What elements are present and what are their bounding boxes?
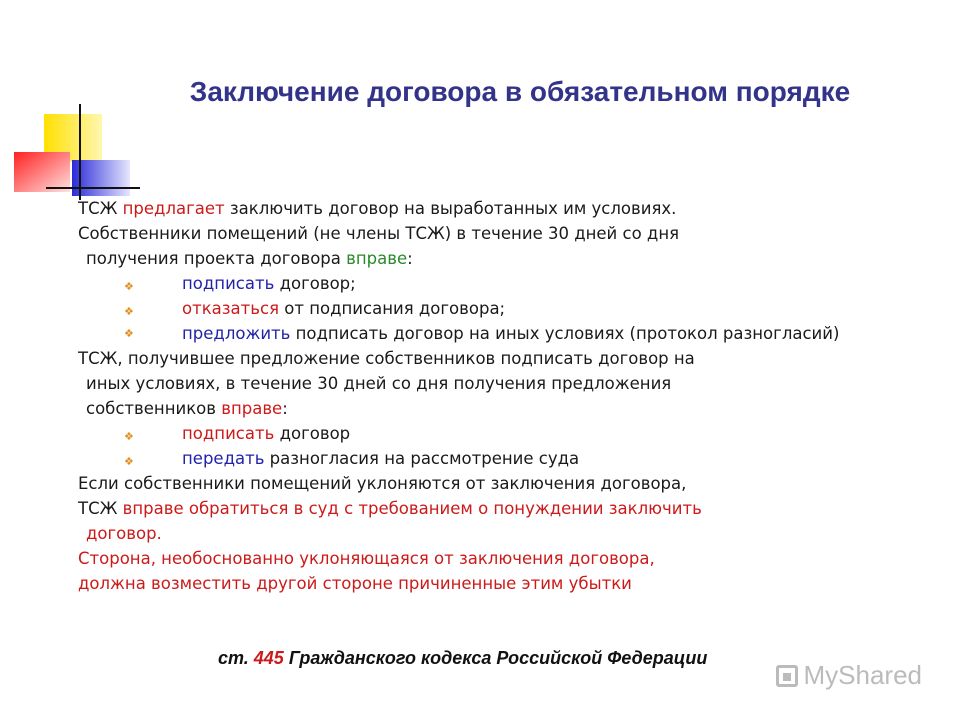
list-item: ❖ отказаться от подписания договора; [78,296,878,321]
list-item: ❖ подписать договор [78,421,878,446]
slide-body [78,196,878,596]
watermark-logo-icon [776,665,798,687]
paragraph-tsj-line2: иных условиях, в течение 30 дней со дня получения предложения [86,374,672,393]
decorative-squares [0,0,140,200]
paragraph-damages-line1: Сторона, необоснованно уклоняющаяся от заключения договора, [78,549,655,568]
paragraph-evasion-line2: ТСЖ вправе обратиться в суд с требованием о понуждении заключить [78,499,702,518]
diamond-bullet-icon: ❖ [124,280,134,293]
paragraph-evasion-line1: Если собственники помещений уклоняются от заключения договора, [78,474,687,493]
diamond-bullet-icon: ❖ [124,455,134,468]
list-item: ❖ предложить подписать договор на иных условиях (протокол разногласий) [124,324,840,343]
red-square [14,152,70,192]
paragraph-owners-line1: Собственники помещений (не члены ТСЖ) в течение 30 дней со дня [78,224,680,243]
slide-title: Заключение договора в обязательном порядке [189,76,851,107]
paragraph-damages-line2: должна возместить другой стороне причиненные этим убытки [78,574,632,593]
paragraph-evasion-line3: договор. [86,524,162,543]
watermark: MyShared [776,660,923,691]
paragraph-proposal: ТСЖ предлагает заключить договор на выработанных им условиях. [78,199,677,218]
list-item: ❖ подписать договор; [78,271,878,296]
diamond-bullet-icon: ❖ [124,305,134,318]
diamond-bullet-icon: ❖ [124,430,134,443]
diamond-bullet-icon: ❖ [124,327,134,340]
paragraph-tsj-line1: ТСЖ, получившее предложение собственников подписать договор на [78,349,695,368]
law-reference: ст. 445 Гражданского кодекса Российской Федерации [218,648,708,668]
list-item: ❖ передать разногласия на рассмотрение суда [78,446,878,471]
paragraph-tsj-line3: собственников вправе: [86,399,288,418]
paragraph-owners-line2: получения проекта договора вправе: [86,249,413,268]
